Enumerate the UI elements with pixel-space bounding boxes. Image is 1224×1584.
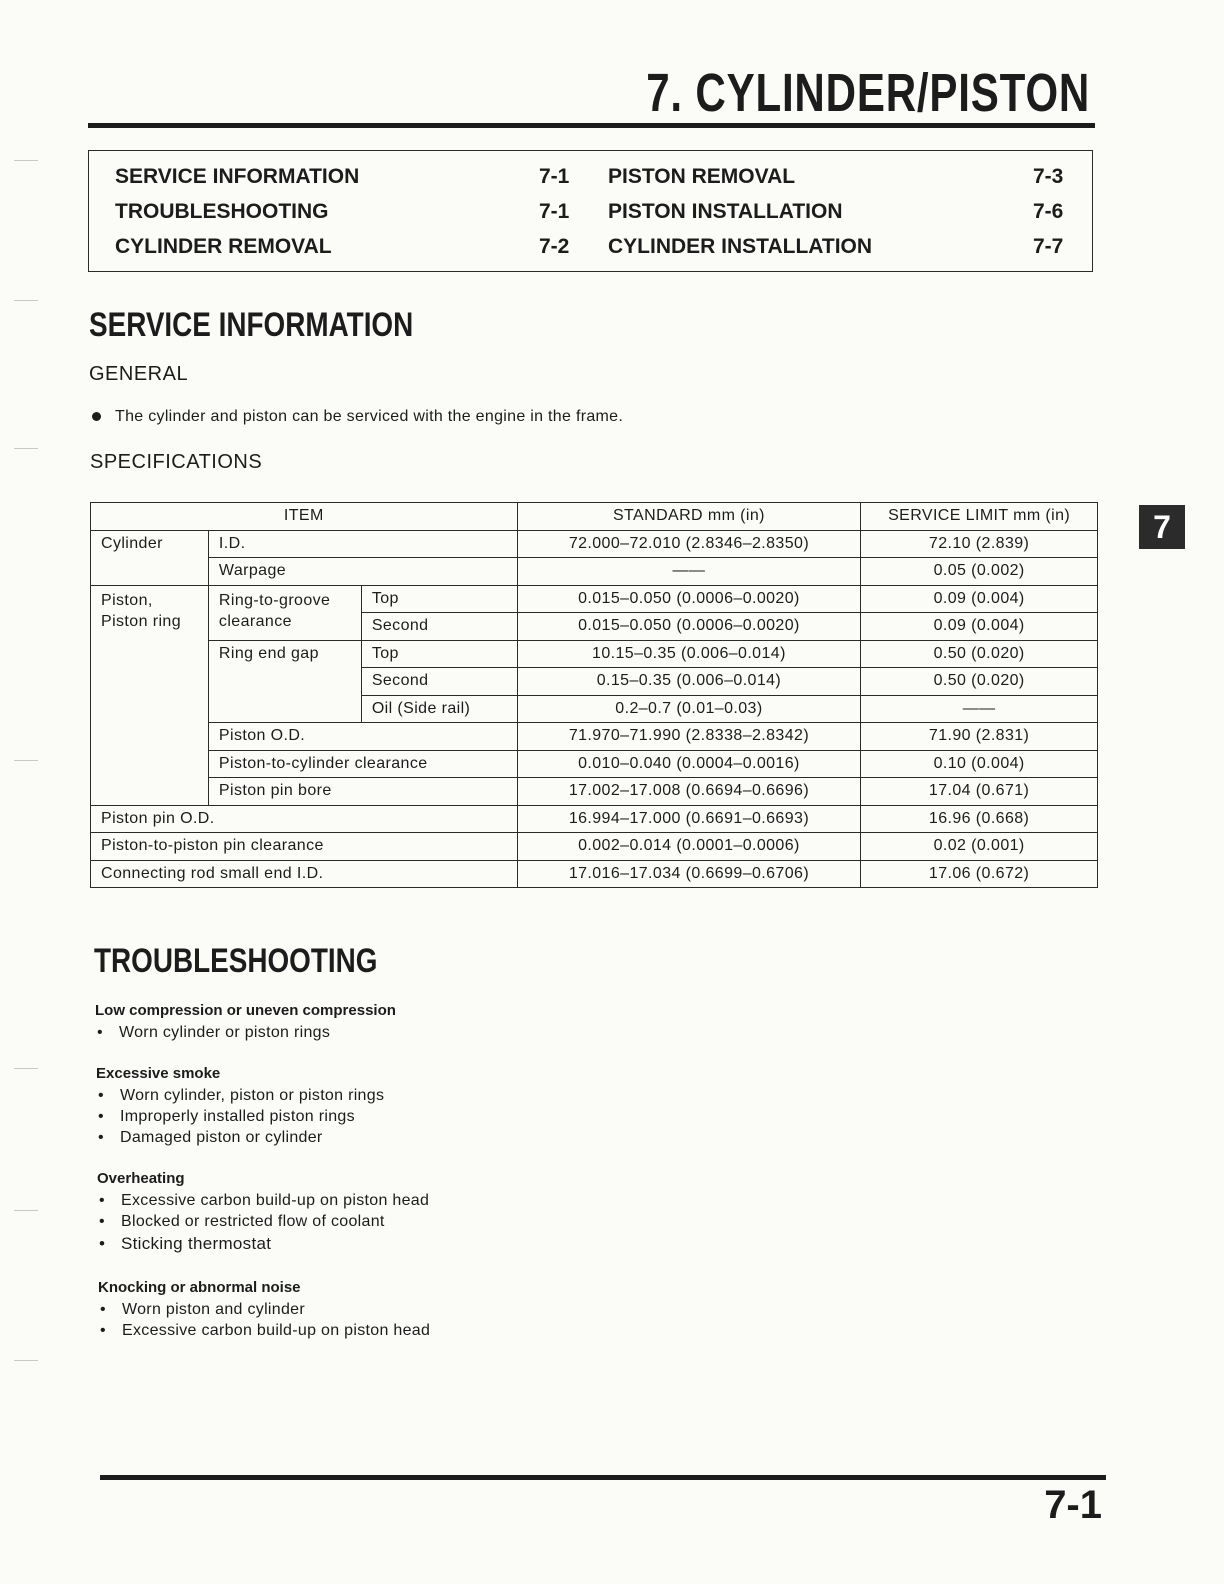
row-label: Connecting rod small end I.D. [91,860,518,888]
toc-page: 7-7 [1033,235,1064,258]
cause-text: Worn cylinder, piston or piston rings [120,1087,385,1104]
header-item: ITEM [91,503,518,531]
bullet-icon: • [98,1108,104,1125]
cause-text: Excessive carbon build-up on piston head [122,1322,431,1339]
bullet-icon: • [98,1087,104,1104]
table-row [91,723,1098,751]
scan-mark [14,1360,38,1362]
limit-value: 16.96 (0.668) [861,805,1098,833]
general-note [92,408,623,426]
toc-box [88,150,1093,272]
chapter-title: 7. CYLINDER/PISTON [646,63,1090,123]
scan-mark [14,448,38,450]
standard-value: 0.015–0.050 (0.0006–0.0020) [517,585,861,613]
bullet-icon: • [100,1301,106,1318]
toc-page: 7-3 [1033,165,1064,188]
bullet-icon: • [99,1192,105,1209]
bullet-icon: • [99,1213,105,1230]
limit-value: 0.05 (0.002) [861,558,1098,586]
table-row [91,860,1098,888]
toc-page: 7-1 [539,165,570,188]
bullet-icon: • [98,1129,104,1146]
scan-mark [14,300,38,302]
standard-value: 17.016–17.034 (0.6699–0.6706) [517,860,861,888]
standard-value: 0.015–0.050 (0.0006–0.0020) [517,613,861,641]
row-label: Ring end gap [208,640,361,723]
scan-mark [14,760,38,762]
list-item [96,1127,384,1148]
table-row [91,585,1098,613]
toc-link[interactable]: TROUBLESHOOTING [115,200,329,223]
specifications-table [90,502,1098,888]
list-item [98,1299,430,1320]
toc-page: 7-2 [539,235,570,258]
limit-value: 0.09 (0.004) [861,613,1098,641]
bullet-icon: • [100,1322,106,1339]
row-label: Second [361,613,517,641]
table-row [91,833,1098,861]
row-label: Piston pin O.D. [91,805,518,833]
cause-text: Improperly installed piston rings [120,1108,355,1125]
cause-text: Worn piston and cylinder [122,1301,305,1318]
toc-link[interactable]: PISTON REMOVAL [608,165,796,188]
bullet-icon: • [97,1024,103,1041]
standard-value: 17.002–17.008 (0.6694–0.6696) [517,778,861,806]
symptom-title: Knocking or abnormal noise [98,1279,301,1296]
row-label: Cylinder [91,530,209,585]
table-row [91,805,1098,833]
scan-mark [14,1068,38,1070]
symptom-title: Overheating [97,1170,185,1187]
troubleshooting-heading: TROUBLESHOOTING [94,942,378,980]
general-note-text: The cylinder and piston can be serviced with the engine in the frame. [115,408,624,425]
scan-mark [14,160,38,162]
table-row [91,640,1098,668]
toc-link[interactable]: PISTON INSTALLATION [608,200,843,223]
cause-text: Damaged piston or cylinder [120,1129,323,1146]
row-label: Top [361,640,517,668]
limit-value: 17.06 (0.672) [861,860,1098,888]
standard-value: 72.000–72.010 (2.8346–2.8350) [517,530,861,558]
list-item [97,1232,429,1256]
bullet-icon: • [99,1234,106,1253]
list-item [95,1022,396,1043]
general-label: GENERAL [89,363,189,385]
list-item [96,1085,384,1106]
list-item [97,1190,429,1211]
standard-value: —— [517,558,861,586]
limit-value: 0.50 (0.020) [861,668,1098,696]
limit-value: 0.02 (0.001) [861,833,1098,861]
list-item [98,1320,430,1341]
limit-value: —— [861,695,1098,723]
troubleshooting-group [95,1002,396,1043]
table-row [91,558,1098,586]
limit-value: 71.90 (2.831) [861,723,1098,751]
row-label: Piston O.D. [208,723,517,751]
limit-value: 0.09 (0.004) [861,585,1098,613]
standard-value: 10.15–0.35 (0.006–0.014) [517,640,861,668]
table-row [91,750,1098,778]
header-service-limit: SERVICE LIMIT mm (in) [861,503,1098,531]
standard-value: 0.15–0.35 (0.006–0.014) [517,668,861,696]
row-label: Piston-to-cylinder clearance [208,750,517,778]
row-label: Second [361,668,517,696]
table-row [91,530,1098,558]
troubleshooting-group [97,1170,429,1256]
limit-value: 0.10 (0.004) [861,750,1098,778]
row-label: Piston pin bore [208,778,517,806]
header-rule [88,123,1095,128]
symptom-title: Excessive smoke [96,1065,221,1082]
chapter-tab[interactable]: 7 [1139,505,1185,549]
toc-link[interactable]: CYLINDER INSTALLATION [608,235,873,258]
table-row [91,778,1098,806]
cause-text: Blocked or restricted flow of coolant [121,1213,385,1230]
service-info-heading: SERVICE INFORMATION [89,306,414,344]
list-item [97,1211,429,1232]
cause-text: Excessive carbon build-up on piston head [121,1192,430,1209]
cause-text: Sticking thermostat [121,1234,272,1253]
footer-rule [100,1475,1106,1480]
row-label: Warpage [208,558,517,586]
limit-value: 17.04 (0.671) [861,778,1098,806]
page-number: 7-1 [1044,1483,1102,1527]
standard-value: 16.994–17.000 (0.6691–0.6693) [517,805,861,833]
standard-value: 0.002–0.014 (0.0001–0.0006) [517,833,861,861]
standard-value: 0.010–0.040 (0.0004–0.0016) [517,750,861,778]
standard-value: 0.2–0.7 (0.01–0.03) [517,695,861,723]
row-label: Top [361,585,517,613]
scan-mark [14,1210,38,1212]
toc-link[interactable]: CYLINDER REMOVAL [115,235,332,258]
toc-page: 7-6 [1033,200,1064,223]
row-label: Piston, Piston ring [91,585,209,805]
bullet-icon [92,412,101,421]
specifications-label: SPECIFICATIONS [90,451,263,473]
troubleshooting-group [96,1065,384,1148]
toc-link[interactable]: SERVICE INFORMATION [115,165,360,188]
limit-value: 0.50 (0.020) [861,640,1098,668]
row-label: Ring-to-groove clearance [208,585,361,640]
header-standard: STANDARD mm (in) [517,503,861,531]
troubleshooting-group [98,1279,430,1341]
toc-page: 7-1 [539,200,570,223]
standard-value: 71.970–71.990 (2.8338–2.8342) [517,723,861,751]
row-label: I.D. [208,530,517,558]
limit-value: 72.10 (2.839) [861,530,1098,558]
row-label: Piston-to-piston pin clearance [91,833,518,861]
list-item [96,1106,384,1127]
row-label: Oil (Side rail) [361,695,517,723]
cause-text: Worn cylinder or piston rings [119,1024,331,1041]
symptom-title: Low compression or uneven compression [95,1002,396,1019]
table-header-row [91,503,1098,531]
